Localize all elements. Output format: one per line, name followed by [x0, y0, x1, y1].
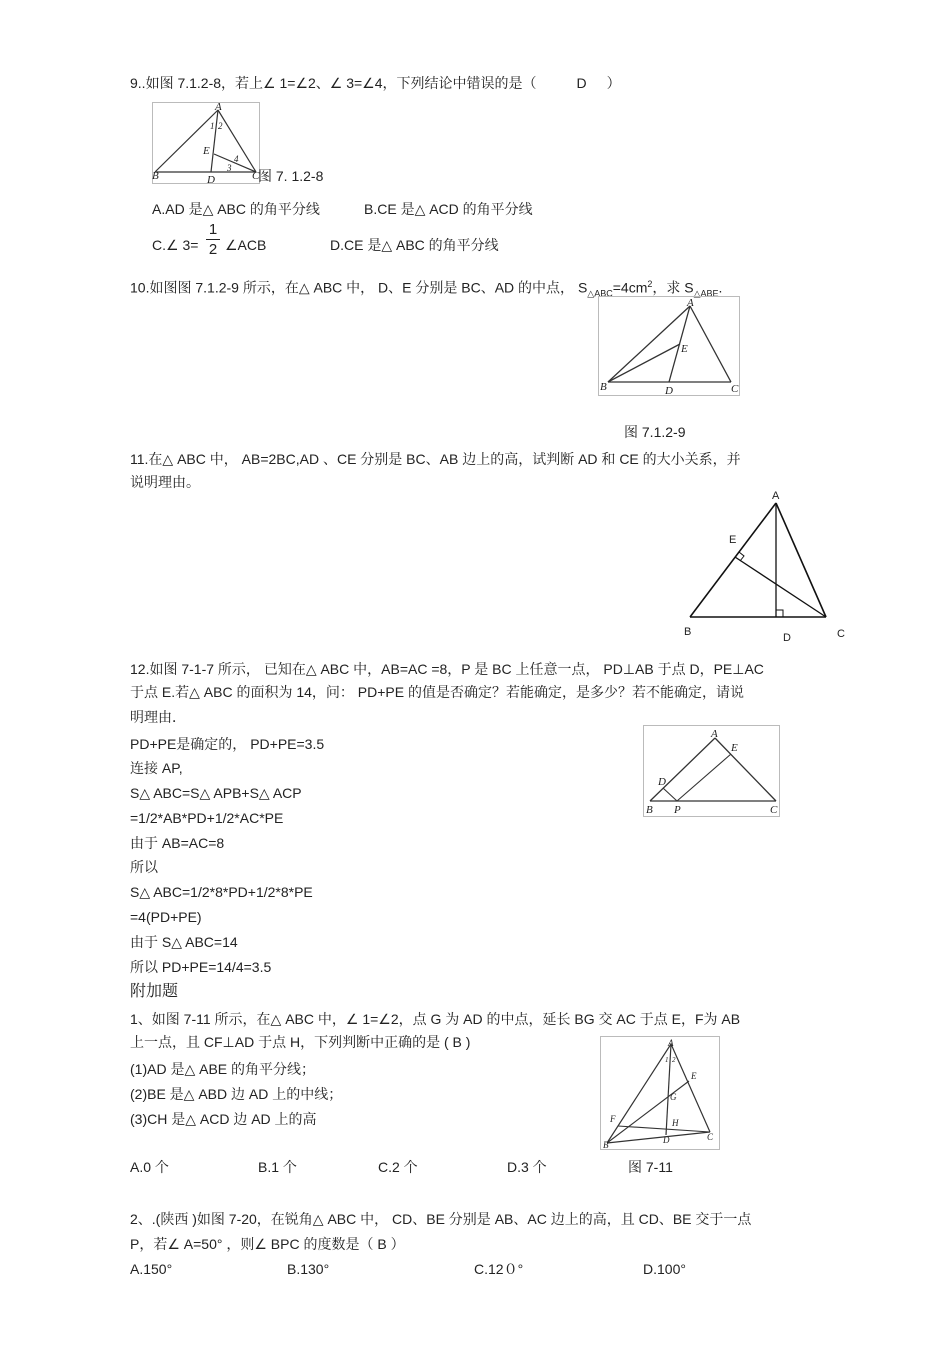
- extra-p2-option-c: C.12０°: [474, 1261, 524, 1277]
- q9-option-b: B.CE 是△ ACD 的角平分线: [364, 201, 533, 217]
- q10-stem: 10.如图图 7.1.2-9 所示，在△ ABC 中， D、E 分别是 BC、AD 的中点， $S_{\triangle ABC}=4cm^2$，求 $S_{\triangle ABE}$.: [130, 279, 723, 299]
- extra-p1-label-h: H: [672, 1118, 679, 1128]
- extra-section-title: 附加题: [130, 983, 179, 1000]
- q9-option-a: A.AD 是△ ABC 的角平分线: [152, 201, 320, 217]
- q9-angle-2: 2: [218, 121, 223, 131]
- extra-p2-line1: 2、.(陕西 )如图 7-20，在锐角△ ABC 中， CD、BE 分别是 AB、AC 边上的高，且 CD、BE 交于一点: [130, 1211, 752, 1227]
- q12-label-b: B: [646, 804, 653, 816]
- extra-p2-option-a: A.150°: [130, 1261, 173, 1277]
- q9-label-a: A: [215, 102, 222, 113]
- extra-p1-label-b: B: [603, 1140, 609, 1150]
- q11-label-d: D: [783, 632, 791, 644]
- q11-label-b: B: [684, 626, 692, 638]
- q9-label-b: B: [152, 170, 159, 182]
- q12-line1: 12.如图 7-1-7 所示， 已知在△ ABC 中，AB=AC =8，P 是 BC 上任意一点， PD⊥AB 于点 D，PE⊥AC: [130, 661, 764, 677]
- extra-p1-label-a: A: [668, 1038, 674, 1048]
- q9-option-d: D.CE 是△ ABC 的角平分线: [330, 237, 499, 253]
- q12-line2: 于点 E.若△ ABC 的面积为 14，问： PD+PE 的值是否确定？若能确定，是多少？若不能确定，请说: [130, 684, 744, 700]
- extra-p1-label-c: C: [707, 1132, 714, 1142]
- q10-figure-caption: 图 7.1.2-9: [624, 424, 686, 440]
- q12-solution-line: S△ ABC=1/2*8*PD+1/2*8*PE: [130, 884, 313, 900]
- q12-solution-line: 由于 AB=AC=8: [130, 835, 225, 851]
- extra-p1-option-d: D.3 个: [507, 1159, 547, 1175]
- q9-option-c-pre: C.∠ 3=: [152, 237, 199, 253]
- extra-p1-statement-2: (2)BE 是△ ABD 边 AD 上的中线；: [130, 1086, 343, 1102]
- q12-label-p: P: [674, 804, 681, 816]
- q12-solution-line: =4(PD+PE): [130, 909, 202, 925]
- q12-solution-line: 连接 AP,: [130, 760, 183, 776]
- q10-label-e: E: [681, 343, 688, 355]
- q9-answer: D: [576, 75, 587, 91]
- q12-solution-line: PD+PE是确定的， PD+PE=3.5: [130, 736, 325, 752]
- extra-p1-label-d: D: [663, 1135, 670, 1145]
- q12-figure: [643, 725, 780, 817]
- q11-line2: 说明理由。: [130, 474, 200, 490]
- q12-label-d: D: [658, 776, 666, 788]
- q9-figure-caption: 图 7. 1.2-8: [258, 168, 324, 184]
- q12-solution-line: S△ ABC=S△ APB+S△ ACP: [130, 785, 302, 801]
- extra-p2-option-d: D.100°: [643, 1261, 686, 1277]
- extra-p1-figure: [600, 1036, 720, 1150]
- extra-p1-angle-1: 1: [665, 1056, 669, 1064]
- q10-label-d: D: [665, 385, 673, 396]
- q11-label-a: A: [772, 490, 780, 502]
- q12-line3: 明理由．: [130, 709, 186, 725]
- extra-p1-label-f: F: [610, 1114, 616, 1124]
- extra-p1-option-b: B.1 个: [258, 1159, 297, 1175]
- extra-p1-label-g: G: [670, 1092, 677, 1102]
- q9-label-d: D: [207, 174, 215, 184]
- q10-label-a: A: [687, 297, 694, 309]
- q9-label-c: C: [252, 170, 260, 182]
- q10-label-b: B: [600, 381, 607, 393]
- q11-line1: 11.在△ ABC 中， AB=2BC,AD 、CE 分别是 BC、AB 边上的高，试判断 AD 和 CE 的大小关系，并: [130, 451, 741, 467]
- q12-solution-line: 所以 PD+PE=14/4=3.5: [130, 959, 272, 975]
- q9-angle-3: 3: [227, 163, 232, 173]
- q12-label-e: E: [731, 742, 738, 754]
- extra-p1-label-e: E: [691, 1071, 697, 1081]
- q11-figure: [680, 486, 850, 646]
- extra-p1-option-c: C.2 个: [378, 1159, 418, 1175]
- extra-p1-line2: 上一点，且 CF⊥AD 于点 H，下列判断中正确的是 ( B ): [130, 1034, 471, 1050]
- q9-option-c-fraction: 1 2: [206, 221, 220, 258]
- q9-label-e: E: [203, 145, 210, 157]
- q9-stem: 9..如图 7.1.2-8，若上∠ 1=∠2、∠ 3=∠4，下列结论中错误的是（ D ）: [130, 75, 621, 91]
- extra-p1-figure-caption: 图 7-11: [628, 1159, 673, 1175]
- extra-p1-line1: 1、如图 7-11 所示，在△ ABC 中，∠ 1=∠2，点 G 为 AD 的中点，延长 BG 交 AC 于点 E，F为 AB: [130, 1011, 741, 1027]
- q9-angle-1: 1: [210, 121, 215, 131]
- q12-solution-line: =1/2*AB*PD+1/2*AC*PE: [130, 810, 284, 826]
- extra-p1-statement-1: (1)AD 是△ ABE 的角平分线；: [130, 1061, 316, 1077]
- extra-p1-statement-3: (3)CH 是△ ACD 边 AD 上的高: [130, 1111, 317, 1127]
- extra-p2-option-b: B.130°: [287, 1261, 330, 1277]
- q9-figure: [152, 102, 260, 184]
- extra-p1-angle-2: 2: [672, 1056, 676, 1064]
- q9-option-c-post: ∠ACB: [225, 237, 267, 253]
- q12-solution-line: 所以: [130, 859, 158, 875]
- q11-label-e: E: [729, 534, 737, 546]
- q11-label-c: C: [837, 628, 845, 640]
- q12-label-a: A: [711, 728, 718, 740]
- extra-p2-line2: P，若∠ A=50° ，则∠ BPC 的度数是（ B ）: [130, 1236, 405, 1252]
- q10-figure: [598, 296, 740, 396]
- extra-p1-option-a: A.0 个: [130, 1159, 169, 1175]
- q10-label-c: C: [731, 383, 739, 395]
- q12-solution-line: 由于 S△ ABC=14: [130, 934, 238, 950]
- q9-angle-4: 4: [234, 154, 239, 164]
- q12-label-c: C: [770, 804, 778, 816]
